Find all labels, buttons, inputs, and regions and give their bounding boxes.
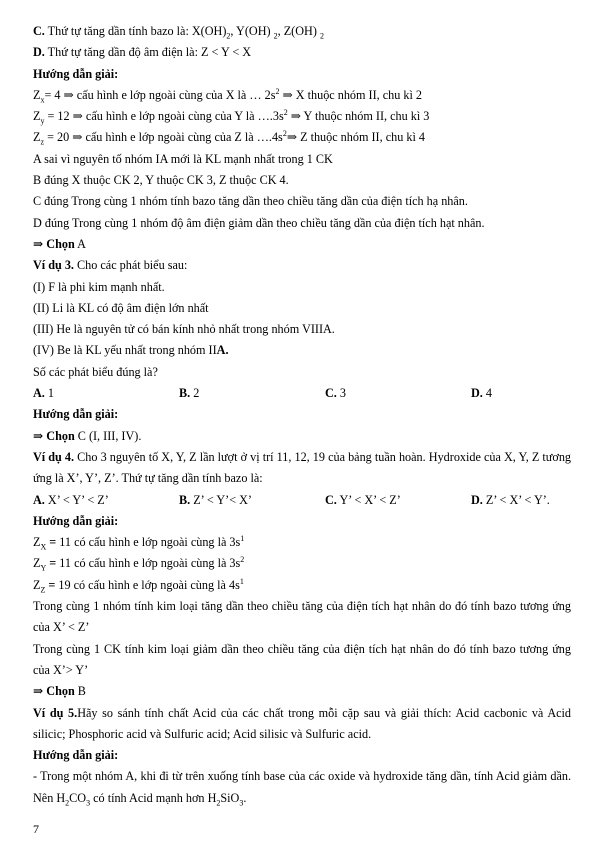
statement-3: (III) He là nguyên tử có bán kính nhỏ nhất trong nhóm VIIIA. [33,322,335,337]
solution-heading: Hướng dẫn giải: [33,513,119,528]
text: 3 [336,386,346,401]
text: 11 có cấu hình e lớp ngoài cùng là 3s [59,535,241,550]
text: B [74,684,86,699]
arrow-icon: ⇒ [33,236,44,251]
text: Thứ tự tăng dần tính bazo là: X(OH) [44,24,227,38]
text: Chọn [43,236,75,251]
option-d [471,383,492,404]
text: Z [33,130,41,145]
text: 11 có cấu hình e lớp ngoài cùng là 3s [59,556,241,571]
sub: 2 [65,798,70,808]
text: 19 có cấu hình e lớp ngoài cùng là 4s [58,577,240,592]
option-label: D. [471,492,483,507]
text: Z [33,87,41,102]
option-label: C. [33,24,45,38]
example-label: Ví dụ 3. [33,258,74,273]
sup: 2 [282,129,287,139]
text: Z [33,535,41,550]
sub: z [40,137,45,147]
option-label: D. [471,386,483,401]
zx-line [33,85,571,106]
text: 4 [482,386,492,401]
text: CO [69,790,87,805]
options-4 [33,490,571,511]
text: , Y(OH) [230,24,274,38]
example-5-title [33,703,571,746]
text: Z [33,556,41,571]
zy-line [33,106,571,127]
choose-answer-1 [33,234,571,255]
statement-2: (II) Li là KL có độ âm điện lớn nhất [33,300,209,315]
option-a [33,383,179,404]
sub: 3 [86,798,91,808]
solution-heading: Hướng dẫn giải: [33,748,119,763]
text: = [45,577,59,592]
sup: 1 [240,534,245,544]
page-number: 7 [33,822,39,836]
text: = 4 ⇒ cấu hình e lớp ngoài cùng của X là … 2s [44,87,276,102]
example-label: Ví dụ 4. [33,449,75,464]
option-b [179,490,325,511]
text: X’ < Y’ < Z’ [44,492,109,507]
option-c [325,383,471,404]
zx-config [33,532,571,553]
text: ⇒ Z thuộc nhóm II, chu kì 4 [286,130,425,145]
explain-c: C đúng Trong cùng 1 nhóm tính bazo tăng dần theo chiều tăng dần của điện tích hạ nhân. [33,194,468,209]
text: = [46,535,60,550]
text: Y’ < X’ < Z’ [336,492,401,507]
sub: 2 [226,31,231,41]
choose-answer-2 [33,426,571,447]
option-label: B. [179,386,191,401]
explain-a: A sai vì nguyên tố nhóm IA mới là KL mạnh nhất trong 1 CK [33,151,333,166]
option-label: C. [325,492,337,507]
arrow-icon: ⇒ [33,684,44,699]
arrow-icon: ⇒ [33,428,44,443]
zy-config [33,553,571,574]
sub: 2 [216,798,221,808]
statement-1: (I) F là phi kim mạnh nhất. [33,279,165,294]
solution-heading: Hướng dẫn giải: [33,66,119,81]
sub: Z [40,585,46,595]
option-label: B. [179,492,191,507]
example-4-title [33,447,571,490]
option-c [325,490,471,511]
option-label: A. [33,492,45,507]
text: - Trong một nhóm A, khi đi từ trên xuống tính base của các oxide và hydroxide tăng dần, tính Acid giảm dần. Nên H [33,769,571,805]
text: Z [33,577,41,592]
choose-answer-3 [33,681,571,702]
text: có tính Acid mạnh hơn H [90,790,217,805]
sub: 2 [319,31,324,41]
text: = 20 ⇒ cấu hình e lớp ngoài cùng của Z là ….4s [44,130,283,145]
text: ⇒ Y thuộc nhóm II, chu kì 3 [287,109,430,124]
text: A [74,236,86,251]
text: Hãy so sánh tính chất Acid của các chất trong mỗi cặp sau và giải thích: Acid cacbonic và Acid silicic; Phosphoric acid và Sulfuric acid; Acid silisic và Sulfuric acid. [33,705,572,741]
solution-heading: Hướng dẫn giải: [33,407,119,422]
option-d-line [33,42,571,63]
sub: x [40,95,45,105]
text: Chọn [43,684,75,699]
text: Z’ < Y’< X’ [190,492,252,507]
sup: 1 [239,576,244,586]
option-a [33,490,179,511]
zz-line [33,127,571,148]
text: ⇒ X thuộc nhóm II, chu kì 2 [279,87,423,102]
sub: 2 [273,31,278,41]
option-c-line [33,21,571,42]
explain-d: D đúng Trong cùng 1 nhóm độ âm điện giảm dần theo chiều tăng dần của điện tích hạt nhân. [33,215,485,230]
text: Cho các phát biểu sau: [73,258,188,273]
text: . [243,790,247,805]
question-3: Số các phát biểu đúng là? [33,364,158,379]
sub: Y [40,563,47,573]
statement-4 [33,340,571,361]
option-b [179,383,325,404]
option-label: D. [33,45,45,60]
option-d [471,490,550,511]
text: 2 [190,386,200,401]
sub: 3 [239,798,244,808]
text: 1 [44,386,54,401]
text: A. [216,343,229,358]
example-label: Ví dụ 5. [33,705,78,720]
option-label: A. [33,386,45,401]
explain-b: B đúng X thuộc CK 2, Y thuộc CK 3, Z thuộc CK 4. [33,173,289,188]
paragraph-group-trend: Trong cùng 1 nhóm tính kim loại tăng dần theo chiều tăng của điện tích hạt nhân do đó tính bazo tương ứng của X’ < Z’ [33,599,571,635]
text: Z [33,109,41,124]
sub: X [40,542,47,552]
text: Thứ tự tăng dần độ âm điện là: Z < Y < X [44,45,252,60]
text: = [46,556,60,571]
zz-config [33,575,571,596]
options-3 [33,383,571,404]
sub: y [40,116,45,126]
acid-explanation [33,766,571,809]
text: Cho 3 nguyên tố X, Y, Z lần lượt ở vị trí 11, 12, 19 của bảng tuần hoàn. Hydroxide của X, Y, Z tương ứng là X’, Y’, Z’. Thứ tự tăng dần tính bazo là: [33,449,572,486]
text: SiO [220,790,240,805]
sup: 2 [275,86,280,96]
text: Chọn [43,428,75,443]
page-content [33,21,571,809]
text: = 12 ⇒ cấu hình e lớp ngoài cùng của Y là ….3s [44,109,284,124]
text: (IV) Be là KL yếu nhất trong nhóm II [33,343,217,358]
paragraph-period-trend: Trong cùng 1 CK tính kim loại giảm dần theo chiều tăng của điện tích hạt nhân do đó tính bazo tương ứng của X’> Y’ [33,641,571,677]
sup: 2 [283,108,288,118]
example-3-title [33,255,571,276]
text: Z’ < X’ < Y’. [482,492,550,507]
option-label: C. [325,386,337,401]
sup: 2 [240,555,245,565]
text: , Z(OH) [277,24,320,38]
text: C (I, III, IV). [74,428,142,443]
